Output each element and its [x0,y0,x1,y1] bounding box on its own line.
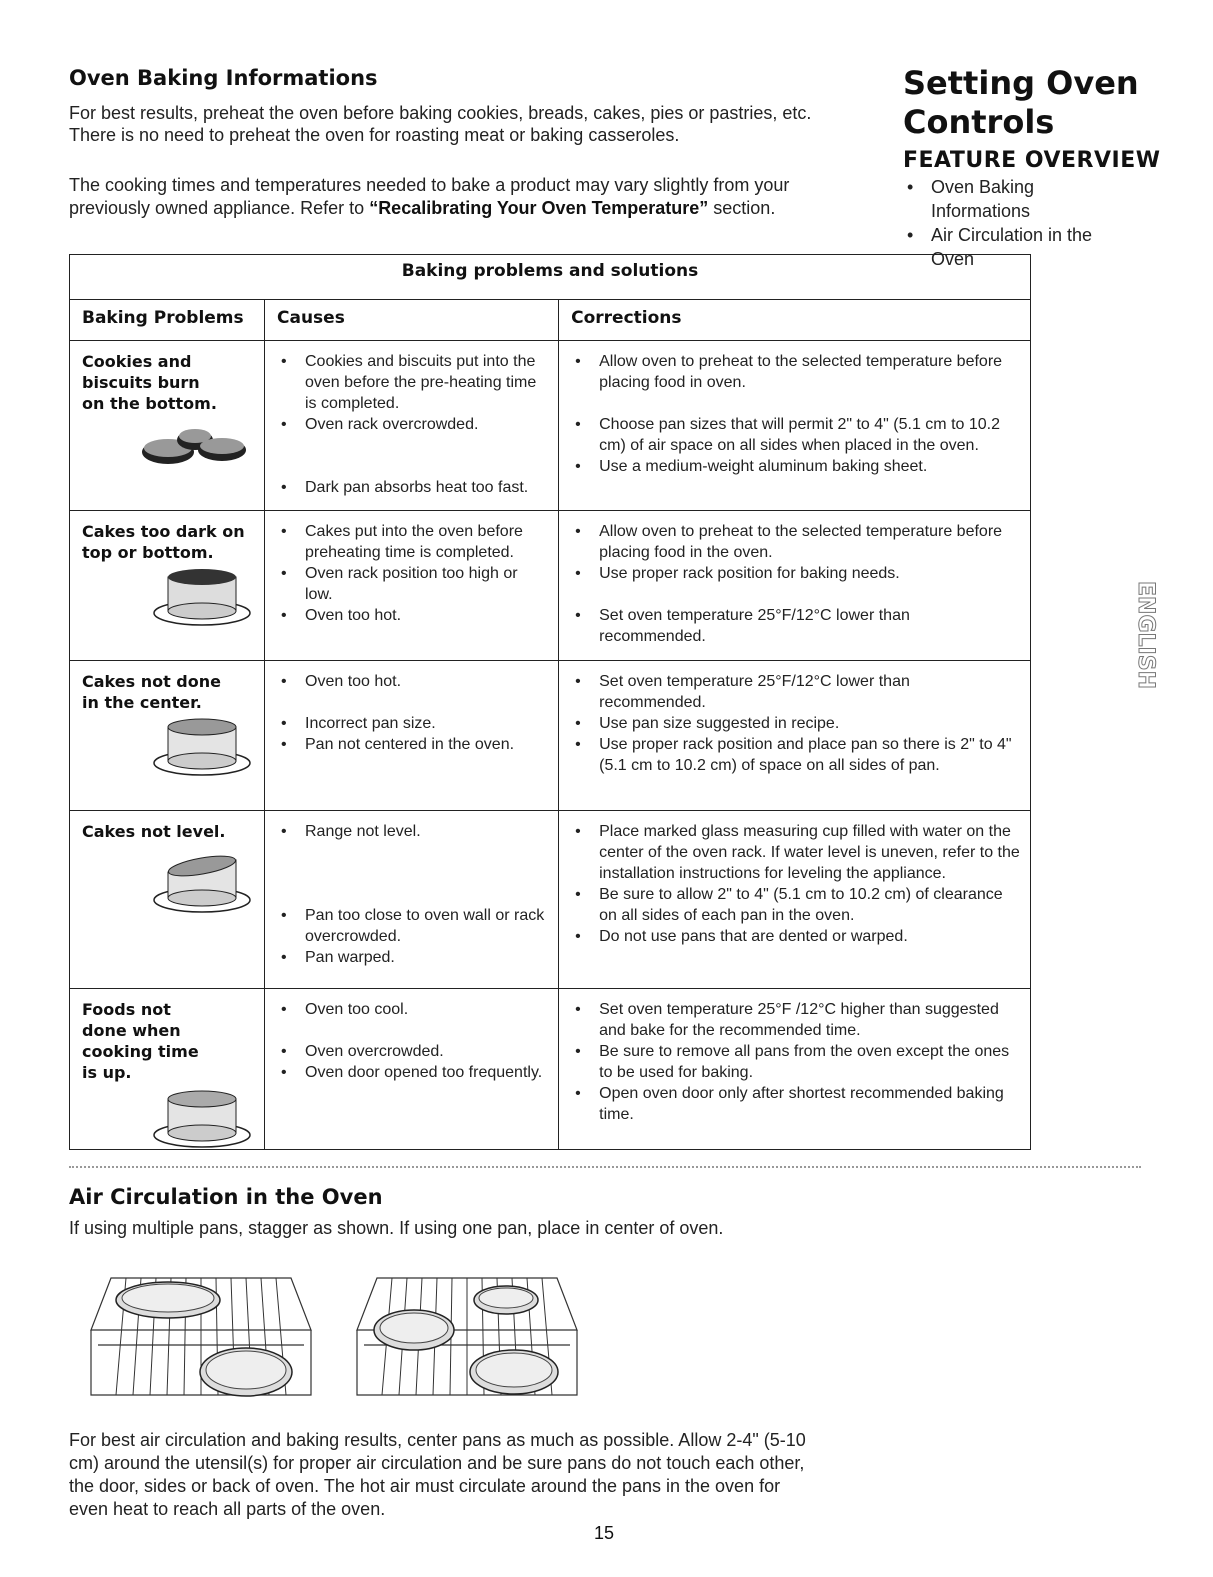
cake-illustration [152,565,252,627]
cause-item: • Oven overcrowded. [277,1041,548,1062]
baking-info-heading: Oven Baking Informations [69,66,378,90]
cause-item: • Cakes put into the oven before preheating time is completed. [277,521,548,563]
cause-item: • Pan not centered in the oven. [277,734,548,755]
correction-item: • Allow oven to preheat to the selected temperature before placing food in oven. [571,351,1020,393]
correction-item: • Be sure to allow 2" to 4" (5.1 cm to 10.2 cm) of clearance on all sides of each pan in the oven. [571,884,1020,926]
air-circulation-body-line1: For best air circulation and baking results, center pans as much as possible. Allow 2-4" (5-10 [69,1430,806,1450]
correction-item: • Use pan size suggested in recipe. [571,713,1020,734]
cause-item: • Oven rack position too high or low. [277,563,548,605]
sidebar-item-baking-info: • Oven Baking Informations [903,175,1081,223]
sidebar [903,64,1203,271]
correction-item: • Use proper rack position and place pan so there is 2" to 4" (5.1 cm to 10.2 cm) of space on all sides of pan. [571,734,1020,776]
sidebar-title-line1: Setting Oven [903,64,1139,102]
baking-info-para1-line1: For best results, preheat the oven before baking cookies, breads, cakes, pies or pastries, etc. [69,103,812,123]
problem-label: Cakes too dark on top or bottom. [82,522,245,562]
sidebar-item-air-circulation: • Air Circulation in the Oven [903,223,1101,271]
baking-info-para2-line2 [69,197,775,219]
corrections-list [571,521,1020,647]
cause-item: • Dark pan absorbs heat too fast. [277,477,548,498]
rack-two-pans-illustration [86,1270,316,1405]
cause-item: • Oven door opened too frequently. [277,1062,548,1083]
cake-illustration [152,1087,252,1149]
cause-item: • Oven too cool. [277,999,548,1020]
correction-item: • Open oven door only after shortest recommended baking time. [571,1083,1020,1125]
sidebar-title-line2: Controls [903,103,1055,141]
problem-label: Foods not done when cooking time is up. [82,1000,199,1082]
cake-illustration [152,715,252,777]
cause-item: • Oven too hot. [277,671,548,692]
causes-list [277,999,548,1083]
causes-list [277,521,548,626]
language-tab-label: ENGLISH [1133,581,1158,689]
header-causes: Causes [265,300,559,341]
causes-list [277,351,548,498]
language-tab [1128,580,1162,690]
cookies-illustration [140,420,250,480]
cake-illustration [152,852,252,914]
cause-item: • Pan warped. [277,947,548,968]
table-row [70,661,1031,811]
correction-item: • Place marked glass measuring cup filled with water on the center of the oven rack. If water level is uneven, refer to the installation instructions for leveling the appliance. [571,821,1020,884]
sidebar-subtitle: FEATURE OVERVIEW [903,148,1161,173]
table-row [70,811,1031,989]
table-caption: Baking problems and solutions [70,255,1031,300]
recalibrating-reference: “Recalibrating Your Oven Temperature” [369,198,709,218]
baking-info-para1-line2: There is no need to preheat the oven for roasting meat or baking casseroles. [69,125,680,145]
correction-item: • Set oven temperature 25°F /12°C higher than suggested and bake for the recommended time. [571,999,1020,1041]
problem-label: Cookies and biscuits burn on the bottom. [82,352,217,413]
para2-post: section. [708,198,776,218]
correction-item: • Do not use pans that are dented or warped. [571,926,1020,947]
baking-info-para2-line1: The cooking times and temperatures needed to bake a product may vary slightly from your [69,175,790,195]
air-circulation-body-line3: the door, sides or back of oven. The hot air must circulate around the pans in the oven for [69,1476,781,1496]
correction-item: • Be sure to remove all pans from the oven except the ones to be used for baking. [571,1041,1020,1083]
problem-label: Cakes not level. [82,822,226,841]
causes-list [277,821,548,968]
corrections-list [571,671,1020,776]
para2-pre: previously owned appliance. Refer to [69,198,370,218]
air-circulation-body-line4: even heat to reach all parts of the oven. [69,1499,386,1519]
table-row [70,989,1031,1150]
baking-problems-table [69,254,1031,1150]
correction-item: • Use a medium-weight aluminum baking sheet. [571,456,1020,477]
correction-item: • Set oven temperature 25°F/12°C lower than recommended. [571,605,1020,647]
cause-item: • Range not level. [277,821,548,842]
cause-item: • Oven rack overcrowded. [277,414,548,435]
table-row [70,341,1031,511]
cause-item: • Incorrect pan size. [277,713,548,734]
header-corrections: Corrections [559,300,1031,341]
air-circulation-intro: If using multiple pans, stagger as shown. If using one pan, place in center of oven. [69,1218,724,1238]
corrections-list [571,821,1020,947]
correction-item: • Set oven temperature 25°F/12°C lower than recommended. [571,671,1020,713]
corrections-list [571,351,1020,477]
correction-item: • Choose pan sizes that will permit 2" to 4" (5.1 cm to 10.2 cm) of air space on all sides when placed in the oven. [571,414,1020,456]
header-problems: Baking Problems [70,300,265,341]
page-number: 15 [594,1523,615,1543]
problem-label: Cakes not done in the center. [82,672,221,712]
correction-item: • Allow oven to preheat to the selected temperature before placing food in the oven. [571,521,1020,563]
cause-item: • Cookies and biscuits put into the oven before the pre-heating time is completed. [277,351,548,414]
correction-item: • Use proper rack position for baking needs. [571,563,1020,584]
table-row [70,511,1031,661]
causes-list [277,671,548,755]
air-circulation-body-line2: cm) around the utensil(s) for proper air circulation and be sure pans do not touch each other, [69,1453,805,1473]
corrections-list [571,999,1020,1125]
section-divider [69,1166,1141,1168]
air-circulation-heading: Air Circulation in the Oven [69,1185,383,1209]
rack-four-pans-illustration [352,1270,582,1405]
cause-item: • Oven too hot. [277,605,548,626]
cause-item: • Pan too close to oven wall or rack overcrowded. [277,905,548,947]
